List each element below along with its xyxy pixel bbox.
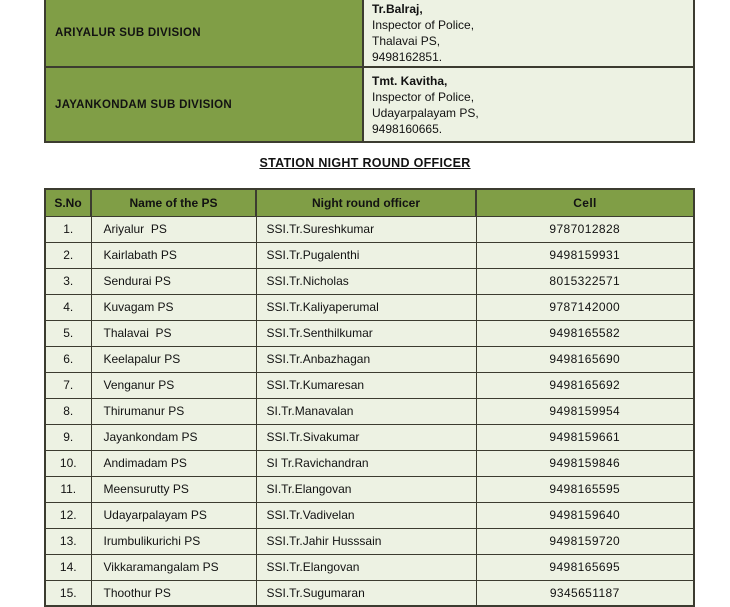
ps-name-cell: Andimadam PS [91, 450, 256, 476]
table-row [45, 502, 694, 528]
officer-cell: SSI.Tr.Jahir Husssain [256, 528, 476, 554]
officer-cell: SSI.Tr.Nicholas [256, 268, 476, 294]
table-row [45, 554, 694, 580]
ps-name-cell: Jayankondam PS [91, 424, 256, 450]
ps-name-cell: Thoothur PS [91, 580, 256, 606]
table-row [45, 242, 694, 268]
ps-name-cell: Irumbulikurichi PS [91, 528, 256, 554]
phone-cell: 9345651187 [476, 580, 694, 606]
sno-cell: 5. [45, 320, 91, 346]
officer-cell: SSI.Tr.Vadivelan [256, 502, 476, 528]
phone-cell: 9498165695 [476, 554, 694, 580]
table-row [45, 216, 694, 242]
phone-cell: 9498165582 [476, 320, 694, 346]
ps-name-cell: Kairlabath PS [91, 242, 256, 268]
night-round-table-header [45, 189, 694, 216]
ps-name-cell: Thalavai PS [91, 320, 256, 346]
sno-cell: 12. [45, 502, 91, 528]
sub-division-table [44, 0, 695, 143]
phone-cell: 9498159720 [476, 528, 694, 554]
ps-name-cell: Ariyalur PS [91, 216, 256, 242]
phone-cell: 9498165692 [476, 372, 694, 398]
night-round-officer-table [44, 188, 695, 607]
officer-name: Tmt. Kavitha, [372, 73, 448, 88]
ps-name-cell: Sendurai PS [91, 268, 256, 294]
officer-station: Thalavai PS, [372, 34, 441, 48]
officer-cell: SSI.Tr.Kaliyaperumal [256, 294, 476, 320]
ps-name-cell: Vikkaramangalam PS [91, 554, 256, 580]
sub-division-name: JAYANKONDAM SUB DIVISION [45, 67, 363, 142]
sno-cell: 6. [45, 346, 91, 372]
table-row [45, 320, 694, 346]
ps-name-cell: Venganur PS [91, 372, 256, 398]
sno-cell: 10. [45, 450, 91, 476]
header-sno: S.No [45, 189, 91, 216]
phone-cell: 8015322571 [476, 268, 694, 294]
header-cell: Cell [476, 189, 694, 216]
table-row [45, 424, 694, 450]
officer-cell: SSI.Tr.Anbazhagan [256, 346, 476, 372]
phone-cell: 9498159661 [476, 424, 694, 450]
ps-name-cell: Thirumanur PS [91, 398, 256, 424]
ps-name-cell: Meensurutty PS [91, 476, 256, 502]
table-row [45, 372, 694, 398]
phone-cell: 9498159954 [476, 398, 694, 424]
sno-cell: 7. [45, 372, 91, 398]
page-title: STATION NIGHT ROUND OFFICER [259, 156, 471, 170]
sub-division-name: ARIYALUR SUB DIVISION [45, 0, 363, 67]
header-row [45, 189, 694, 216]
table-row [45, 476, 694, 502]
officer-phone: 9498162851. [372, 50, 443, 64]
officer-cell: SSI.Tr.Sugumaran [256, 580, 476, 606]
ps-name-cell: Keelapalur PS [91, 346, 256, 372]
sub-division-row [45, 67, 694, 142]
officer-cell: SI.Tr.Elangovan [256, 476, 476, 502]
officer-cell: SI.Tr.Manavalan [256, 398, 476, 424]
header-officer: Night round officer [256, 189, 476, 216]
table-row [45, 294, 694, 320]
officer-cell: SSI.Tr.Pugalenthi [256, 242, 476, 268]
sno-cell: 13. [45, 528, 91, 554]
night-round-table-body [45, 216, 694, 606]
phone-cell: 9787012828 [476, 216, 694, 242]
sno-cell: 4. [45, 294, 91, 320]
officer-phone: 9498160665. [372, 121, 443, 136]
ps-name-cell: Udayarpalayam PS [91, 502, 256, 528]
officer-cell: SI Tr.Ravichandran [256, 450, 476, 476]
sno-cell: 8. [45, 398, 91, 424]
sub-division-row [45, 0, 694, 67]
sno-cell: 9. [45, 424, 91, 450]
table-row [45, 398, 694, 424]
officer-name: Tr.Balraj, [372, 2, 423, 16]
sno-cell: 1. [45, 216, 91, 242]
table-row [45, 580, 694, 606]
phone-cell: 9498159846 [476, 450, 694, 476]
sub-division-table-body [45, 0, 694, 142]
phone-cell: 9498165690 [476, 346, 694, 372]
header-ps-name: Name of the PS [91, 189, 256, 216]
officer-station: Udayarpalayam PS, [372, 105, 479, 120]
ps-name-cell: Kuvagam PS [91, 294, 256, 320]
sno-cell: 11. [45, 476, 91, 502]
officer-cell: SSI.Tr.Senthilkumar [256, 320, 476, 346]
table-row [45, 268, 694, 294]
officer-cell: SSI.Tr.Elangovan [256, 554, 476, 580]
sub-division-officer-cell [363, 0, 694, 67]
sno-cell: 14. [45, 554, 91, 580]
officer-cell: SSI.Tr.Sivakumar [256, 424, 476, 450]
table-row [45, 450, 694, 476]
sno-cell: 15. [45, 580, 91, 606]
officer-cell: SSI.Tr.Kumaresan [256, 372, 476, 398]
sno-cell: 2. [45, 242, 91, 268]
sno-cell: 3. [45, 268, 91, 294]
officer-designation: Inspector of Police, [372, 18, 475, 32]
table-row [45, 528, 694, 554]
phone-cell: 9498159640 [476, 502, 694, 528]
officer-designation: Inspector of Police, [372, 89, 475, 104]
phone-cell: 9787142000 [476, 294, 694, 320]
phone-cell: 9498159931 [476, 242, 694, 268]
phone-cell: 9498165595 [476, 476, 694, 502]
table-row [45, 346, 694, 372]
sub-division-officer-cell [363, 67, 694, 142]
officer-cell: SSI.Tr.Sureshkumar [256, 216, 476, 242]
